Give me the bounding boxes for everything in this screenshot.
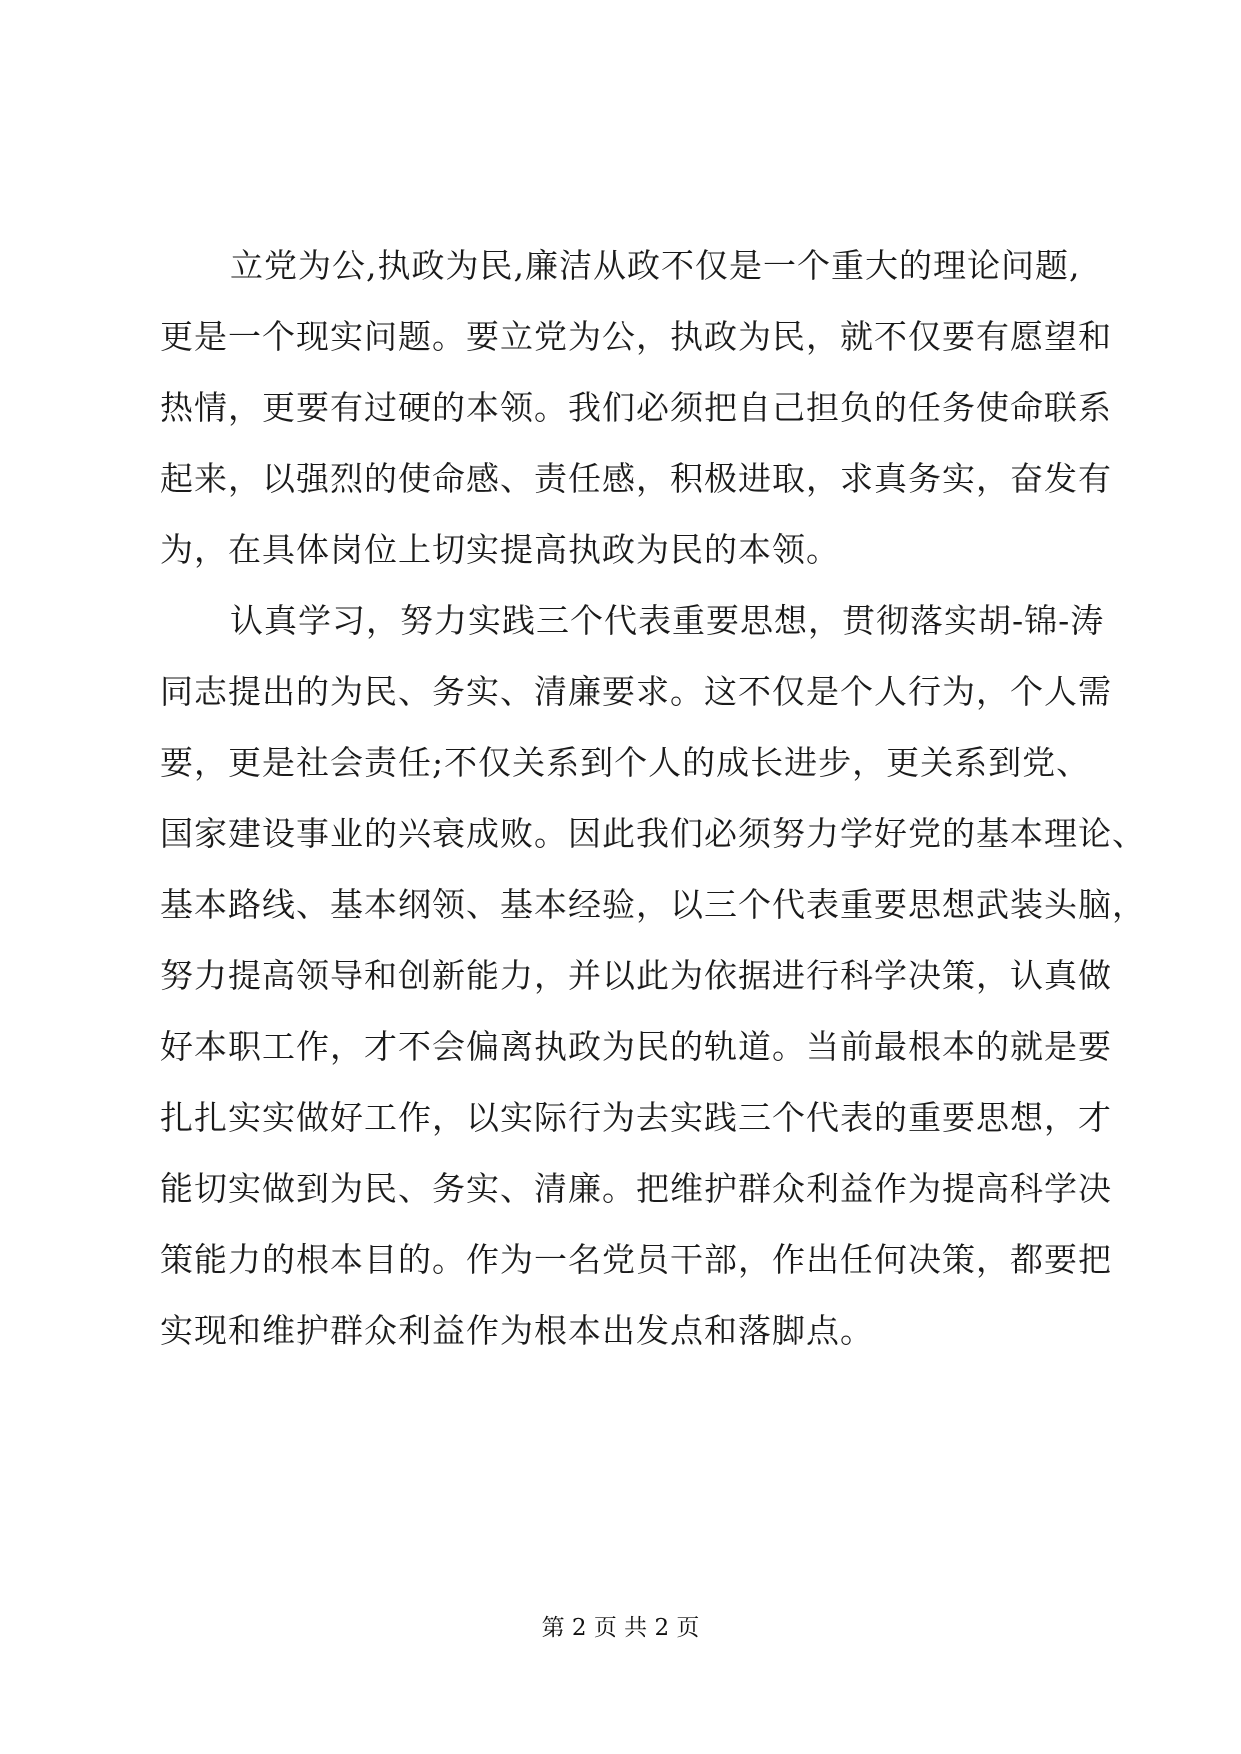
paragraph-line: 能切实做到为民、务实、清廉。把维护群众利益作为提高科学决	[160, 1169, 1112, 1208]
paragraph-line: 基本路线、基本纲领、基本经验，以三个代表重要思想武装头脑，	[160, 885, 1146, 924]
paragraph-line: 努力提高领导和创新能力，并以此为依据进行科学决策，认真做	[160, 956, 1112, 995]
paragraph-line: 起来，以强烈的使命感、责任感，积极进取，求真务实，奋发有	[160, 459, 1112, 498]
paragraph-1	[160, 230, 1112, 585]
paragraph-line: 更是一个现实问题。要立党为公，执政为民，就不仅要有愿望和	[160, 317, 1112, 356]
paragraph-line: 同志提出的为民、务实、清廉要求。这不仅是个人行为，个人需	[160, 672, 1112, 711]
paragraph-2	[160, 585, 1146, 1366]
paragraph-line: 认真学习，努力实践三个代表重要思想，贯彻落实胡-锦-涛	[230, 601, 1105, 640]
paragraph-line: 扎扎实实做好工作，以实际行为去实践三个代表的重要思想，才	[160, 1098, 1112, 1137]
paragraph-line: 要，更是社会责任;不仅关系到个人的成长进步，更关系到党、	[160, 743, 1091, 782]
paragraph-line: 立党为公,执政为民,廉洁从政不仅是一个重大的理论问题,	[230, 246, 1081, 285]
paragraph-line: 实现和维护群众利益作为根本出发点和落脚点。	[160, 1311, 874, 1350]
paragraph-line: 为，在具体岗位上切实提高执政为民的本领。	[160, 530, 840, 569]
paragraph-line: 好本职工作，才不会偏离执政为民的轨道。当前最根本的就是要	[160, 1027, 1112, 1066]
paragraph-line: 热情，更要有过硬的本领。我们必须把自己担负的任务使命联系	[160, 388, 1112, 427]
document-body	[160, 230, 1146, 1366]
paragraph-line: 国家建设事业的兴衰成败。因此我们必须努力学好党的基本理论、	[160, 814, 1146, 853]
page-number-footer: 第 2 页 共 2 页	[541, 1615, 700, 1641]
paragraph-line: 策能力的根本目的。作为一名党员干部，作出任何决策，都要把	[160, 1240, 1112, 1279]
